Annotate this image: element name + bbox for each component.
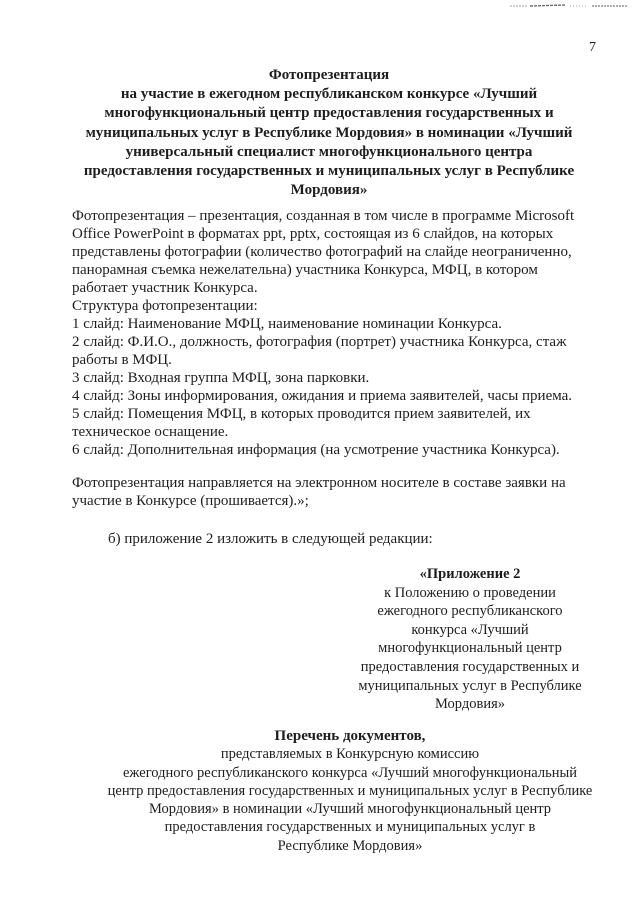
slide-item: 4 слайд: Зоны информирования, ожидания и приема заявителей, часы приема. (72, 388, 573, 404)
document-list-line: ежегодного республиканского конкурса «Лучший многофункциональный (123, 764, 577, 781)
appendix-line: ежегодного республиканского (377, 603, 563, 620)
document-list-title: Перечень документов, (274, 728, 426, 744)
page-number: 7 (589, 40, 596, 55)
submission-line: участие в Конкурсе (прошивается).»; (72, 493, 309, 509)
appendix-title: «Приложение 2 (419, 566, 521, 582)
appendix-line: многофункциональный центр (378, 640, 562, 657)
title-line: Фотопрезентация (268, 67, 390, 83)
body-line: панорамная съемка нежелательна) участника Конкурса, МФЦ, в котором (72, 262, 538, 278)
slide-item: 1 слайд: Наименование МФЦ, наименование номинации Конкурса. (72, 316, 502, 332)
slide-item: 5 слайд: Помещения МФЦ, в которых проводится прием заявителей, их (72, 406, 531, 422)
title-line: универсальный специалист многофункционального центра (125, 143, 533, 160)
appendix-line: к Положению о проведении (384, 584, 556, 601)
structure-heading: Структура фотопрезентации: (72, 298, 258, 314)
submission-line: Фотопрезентация направляется на электронном носителе в составе заявки на (72, 475, 566, 491)
title-line: Мордовия» (290, 182, 368, 199)
title-line: предоставления государственных и муниципальных услуг в Республике (83, 163, 575, 180)
document-list-header (100, 727, 600, 855)
title-line: на участие в ежегодном республиканском конкурсе «Лучший (120, 86, 538, 103)
scan-artifact (510, 3, 630, 9)
slide-item: работы в МФЦ. (72, 352, 172, 368)
presentation-description (72, 207, 592, 459)
amendment-line: б) приложение 2 изложить в следующей редакции: (108, 531, 433, 547)
slide-item: техническое оснащение. (72, 424, 229, 440)
slide-item: 3 слайд: Входная группа МФЦ, зона парковки. (72, 370, 370, 386)
body-line: Фотопрезентация – презентация, созданная в том числе в программе Microsoft (72, 208, 575, 224)
appendix-header (336, 565, 604, 714)
document-title (80, 66, 578, 200)
appendix-line: конкурса «Лучший (411, 621, 529, 638)
body-line: работает участник Конкурса. (72, 280, 258, 296)
appendix-line: Мордовия» (435, 696, 505, 713)
slide-item: 2 слайд: Ф.И.О., должность, фотография (портрет) участника Конкурса, стаж (72, 334, 567, 350)
document-list-line: центр предоставления государственных и муниципальных услуг в Республике (107, 782, 593, 799)
appendix-line: муниципальных услуг в Республике (358, 677, 582, 694)
slide-item: 6 слайд: Дополнительная информация (на усмотрение участника Конкурса). (72, 442, 560, 458)
document-list-line: Мордовия» в номинации «Лучший многофункциональный центр (148, 801, 552, 818)
title-line: многофункциональный центр предоставления государственных и (104, 105, 554, 122)
title-line: муниципальных услуг в Республике Мордовия» в номинации «Лучший (85, 124, 573, 141)
submission-paragraph (72, 474, 592, 510)
document-list-line: Республике Мордовия» (277, 837, 423, 854)
body-line: представлены фотографии (количество фотографий на слайде неограниченно, (72, 244, 572, 260)
document-list-line: представляемых в Конкурсную комиссию (220, 746, 480, 763)
body-line: Office PowerPoint в форматах ppt, pptx, состоящая из 6 слайдов, на которых (72, 226, 554, 242)
document-list-line: предоставления государственных и муниципальных услуг в (164, 819, 536, 836)
appendix-line: предоставления государственных и (360, 658, 580, 675)
